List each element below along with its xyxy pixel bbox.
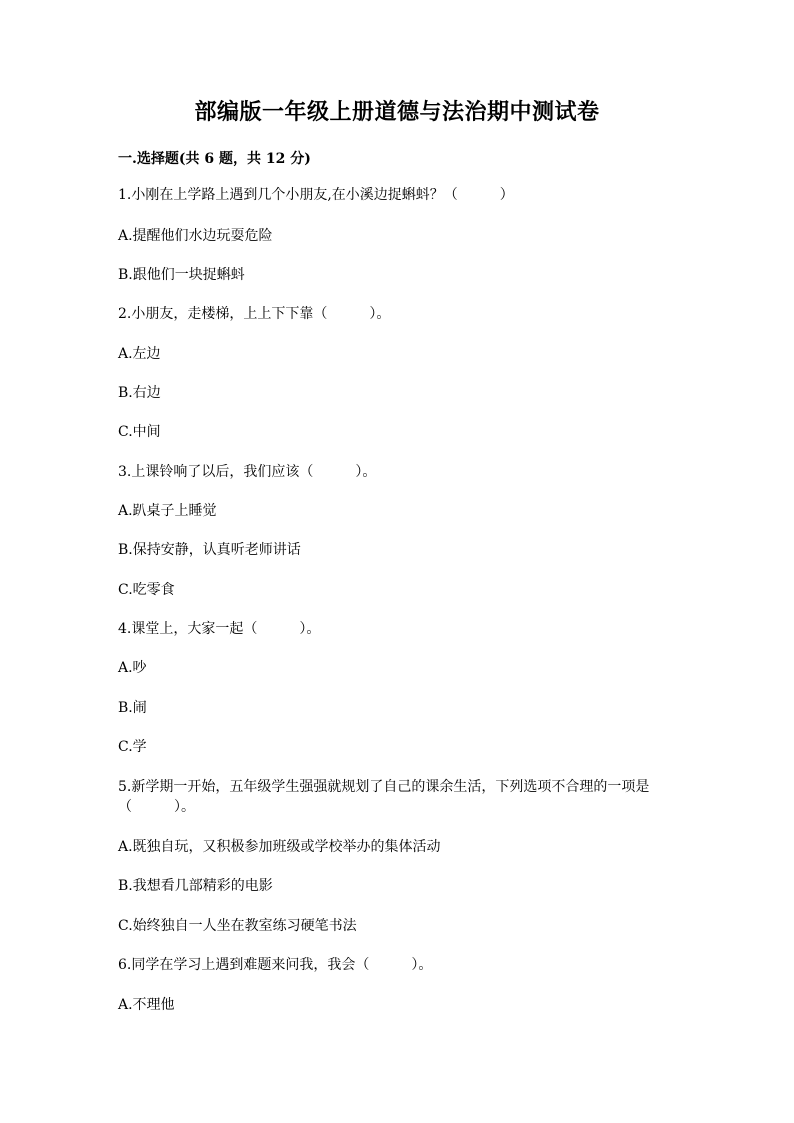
question-2-option-b: B.右边	[118, 385, 161, 401]
question-3-option-b: B.保持安静，认真听老师讲话	[118, 542, 301, 558]
question-4-option-a: A.吵	[118, 660, 147, 676]
question-3-option-c: C.吃零食	[118, 582, 175, 598]
question-5-option-b: B.我想看几部精彩的电影	[118, 878, 273, 894]
question-2-option-c: C.中间	[118, 424, 161, 440]
question-4-stem: 4.课堂上，大家一起（ ）。	[118, 621, 321, 637]
question-4-option-b: B.闹	[118, 700, 147, 716]
question-5-stem: 5.新学期一开始，五年级学生强强就规划了自己的课余生活，下列选项不合理的一项是（ ）。	[118, 779, 650, 815]
question-5-option-a: A.既独自玩，又积极参加班级或学校举办的集体活动	[118, 839, 441, 855]
question-6-option-a: A.不理他	[118, 997, 175, 1013]
question-1-option-b: B.跟他们一块捉蝌蚪	[118, 267, 245, 283]
question-2-option-a: A.左边	[118, 346, 161, 362]
question-3-option-a: A.趴桌子上睡觉	[118, 503, 217, 519]
question-1-stem: 1.小刚在上学路上遇到几个小朋友,在小溪边捉蝌蚪？（ ）	[118, 187, 514, 203]
question-4-option-c: C.学	[118, 739, 147, 755]
page-title: 部编版一年级上册道德与法治期中测试卷	[194, 99, 600, 125]
question-3-stem: 3.上课铃响了以后，我们应该（ ）。	[118, 464, 377, 480]
question-5-option-c: C.始终独自一人坐在教室练习硬笔书法	[118, 918, 357, 934]
question-1-option-a: A.提醒他们水边玩耍危险	[118, 228, 273, 244]
question-6-stem: 6.同学在学习上遇到难题来问我，我会（ ）。	[118, 957, 433, 973]
section-heading: 一.选择题(共 6 题，共 12 分)	[118, 151, 311, 167]
question-2-stem: 2.小朋友，走楼梯，上上下下靠（ ）。	[118, 306, 391, 322]
